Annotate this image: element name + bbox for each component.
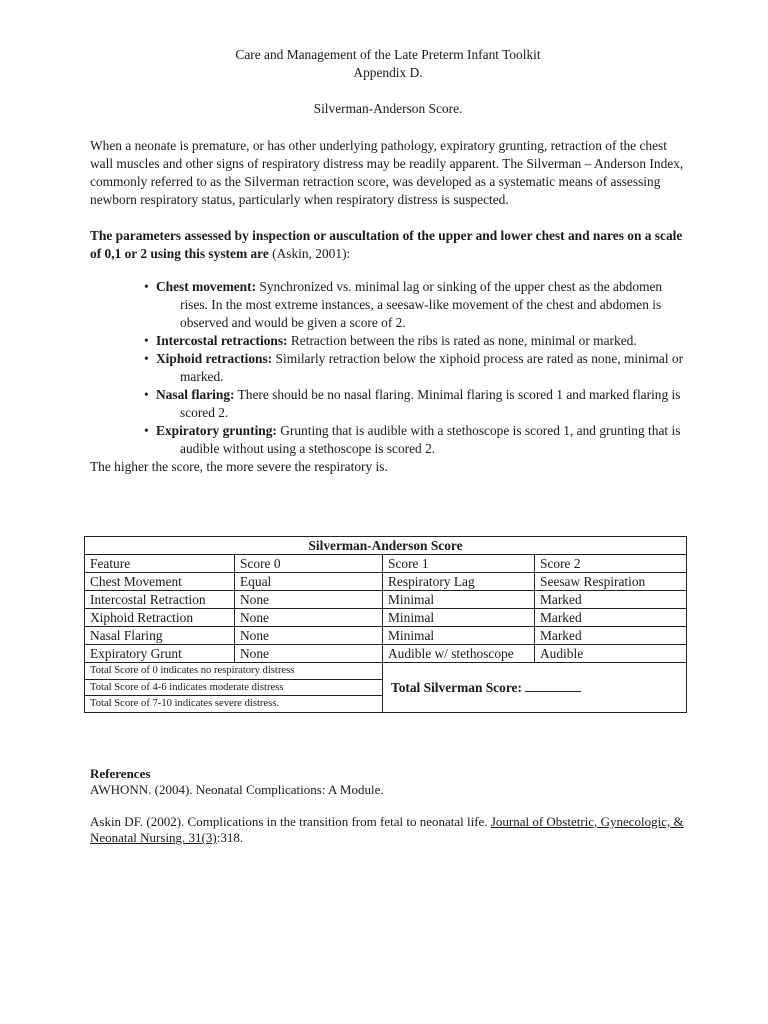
table-cell: Chest Movement bbox=[85, 573, 235, 591]
score-note: Total Score of 0 indicates no respiratory distress bbox=[85, 663, 383, 680]
table-cell: Marked bbox=[535, 609, 687, 627]
table-row bbox=[85, 591, 687, 609]
table-cell: Equal bbox=[235, 573, 383, 591]
table-cell: None bbox=[235, 609, 383, 627]
parameter-list bbox=[90, 278, 686, 458]
table-cell: Expiratory Grunt bbox=[85, 645, 235, 663]
table-cell: None bbox=[235, 627, 383, 645]
table-row bbox=[85, 627, 687, 645]
references-heading: References bbox=[90, 766, 151, 781]
table-cell: Audible bbox=[535, 645, 687, 663]
parameters-citation: (Askin, 2001): bbox=[268, 246, 351, 261]
summary-sentence: The higher the score, the more severe the respiratory is. bbox=[90, 459, 388, 474]
column-header: Score 2 bbox=[535, 555, 687, 573]
list-item-term: Xiphoid retractions: bbox=[156, 351, 273, 366]
table-cell: None bbox=[235, 645, 383, 663]
list-item bbox=[90, 350, 686, 386]
table-cell: None bbox=[235, 591, 383, 609]
journal-citation: Journal of Obstetric, Gynecologic, & Neonatal Nursing. 31(3) bbox=[90, 814, 684, 845]
table-cell: Marked bbox=[535, 627, 687, 645]
table-cell: Audible w/ stethoscope bbox=[383, 645, 535, 663]
list-item bbox=[90, 422, 686, 458]
table-cell: Xiphoid Retraction bbox=[85, 609, 235, 627]
column-header: Score 0 bbox=[235, 555, 383, 573]
table-title-row bbox=[85, 537, 687, 555]
table-cell: Minimal bbox=[383, 627, 535, 645]
total-score-blank bbox=[525, 679, 581, 692]
bullet-icon: • bbox=[144, 279, 149, 294]
table-cell: Seesaw Respiration bbox=[535, 573, 687, 591]
intro-paragraph: When a neonate is premature, or has other underlying pathology, expiratory grunting, retraction of the chest wall muscles and other signs of respiratory distress may be readily apparent. The Silverman – Anderson Index, commonly referred to as the Silverman retraction score, was developed as a systematic means of assessing newborn respiratory status, particularly when respiratory distress is suspected. bbox=[90, 138, 684, 207]
list-item bbox=[90, 278, 686, 332]
bullet-icon: • bbox=[144, 423, 149, 438]
bullet-icon: • bbox=[144, 333, 149, 348]
list-item-text: Synchronized vs. minimal lag or sinking of the upper chest as the abdomen rises. In the most extreme instances, a seesaw-like movement of the chest and abdomen is observed and would be given a score of 2. bbox=[180, 279, 663, 330]
table-cell: Minimal bbox=[383, 609, 535, 627]
references-section bbox=[90, 766, 690, 846]
list-item bbox=[90, 332, 686, 350]
spacer bbox=[90, 798, 690, 814]
table-cell: Marked bbox=[535, 591, 687, 609]
table-row bbox=[85, 573, 687, 591]
score-note: Total Score of 7-10 indicates severe distress. bbox=[85, 696, 383, 713]
reference-text: Askin DF. (2002). Complications in the transition from fetal to neonatal life. bbox=[90, 814, 491, 829]
reference-pages: :318. bbox=[216, 830, 244, 845]
document-header bbox=[90, 46, 686, 118]
parameters-paragraph bbox=[90, 227, 686, 263]
table-cell: Minimal bbox=[383, 591, 535, 609]
table-title: Silverman-Anderson Score bbox=[85, 537, 687, 555]
list-item-text: Retraction between the ribs is rated as none, minimal or marked. bbox=[287, 333, 637, 348]
parameters-bold-text: The parameters assessed by inspection or auscultation of the upper and lower chest and nares on a scale of 0,1 or 2 using this system are bbox=[90, 228, 683, 261]
list-item-text: There should be no nasal flaring. Minimal flaring is scored 1 and marked flaring is scored 2. bbox=[180, 387, 681, 420]
reference-item bbox=[90, 814, 690, 846]
table-header-row bbox=[85, 555, 687, 573]
list-item-text: Grunting that is audible with a stethoscope is scored 1, and grunting that is audible without using a stethoscope is scored 2. bbox=[180, 423, 681, 456]
table-note-row bbox=[85, 663, 687, 680]
table-row bbox=[85, 609, 687, 627]
score-note: Total Score of 4-6 indicates moderate distress bbox=[85, 679, 383, 696]
section-title: Silverman-Anderson Score. bbox=[313, 101, 463, 116]
toolkit-title: Care and Management of the Late Preterm Infant Toolkit bbox=[235, 47, 541, 62]
list-item-term: Intercostal retractions: bbox=[156, 333, 288, 348]
bullet-icon: • bbox=[144, 351, 149, 366]
column-header: Feature bbox=[85, 555, 235, 573]
silverman-anderson-table bbox=[84, 536, 687, 713]
total-score-label: Total Silverman Score: bbox=[391, 679, 522, 695]
bullet-icon: • bbox=[144, 387, 149, 402]
table-row bbox=[85, 645, 687, 663]
column-header: Score 1 bbox=[383, 555, 535, 573]
list-item-text: Similarly retraction below the xiphoid process are rated as none, minimal or marked. bbox=[180, 351, 684, 384]
total-score-cell bbox=[383, 663, 687, 713]
list-item-term: Nasal flaring: bbox=[156, 387, 235, 402]
reference-item: AWHONN. (2004). Neonatal Complications: A Module. bbox=[90, 782, 384, 797]
table-cell: Nasal Flaring bbox=[85, 627, 235, 645]
appendix-label: Appendix D. bbox=[353, 65, 423, 80]
list-item-term: Expiratory grunting: bbox=[156, 423, 277, 438]
table-cell: Respiratory Lag bbox=[383, 573, 535, 591]
list-item bbox=[90, 386, 686, 422]
list-item-term: Chest movement: bbox=[156, 279, 257, 294]
table-cell: Intercostal Retraction bbox=[85, 591, 235, 609]
